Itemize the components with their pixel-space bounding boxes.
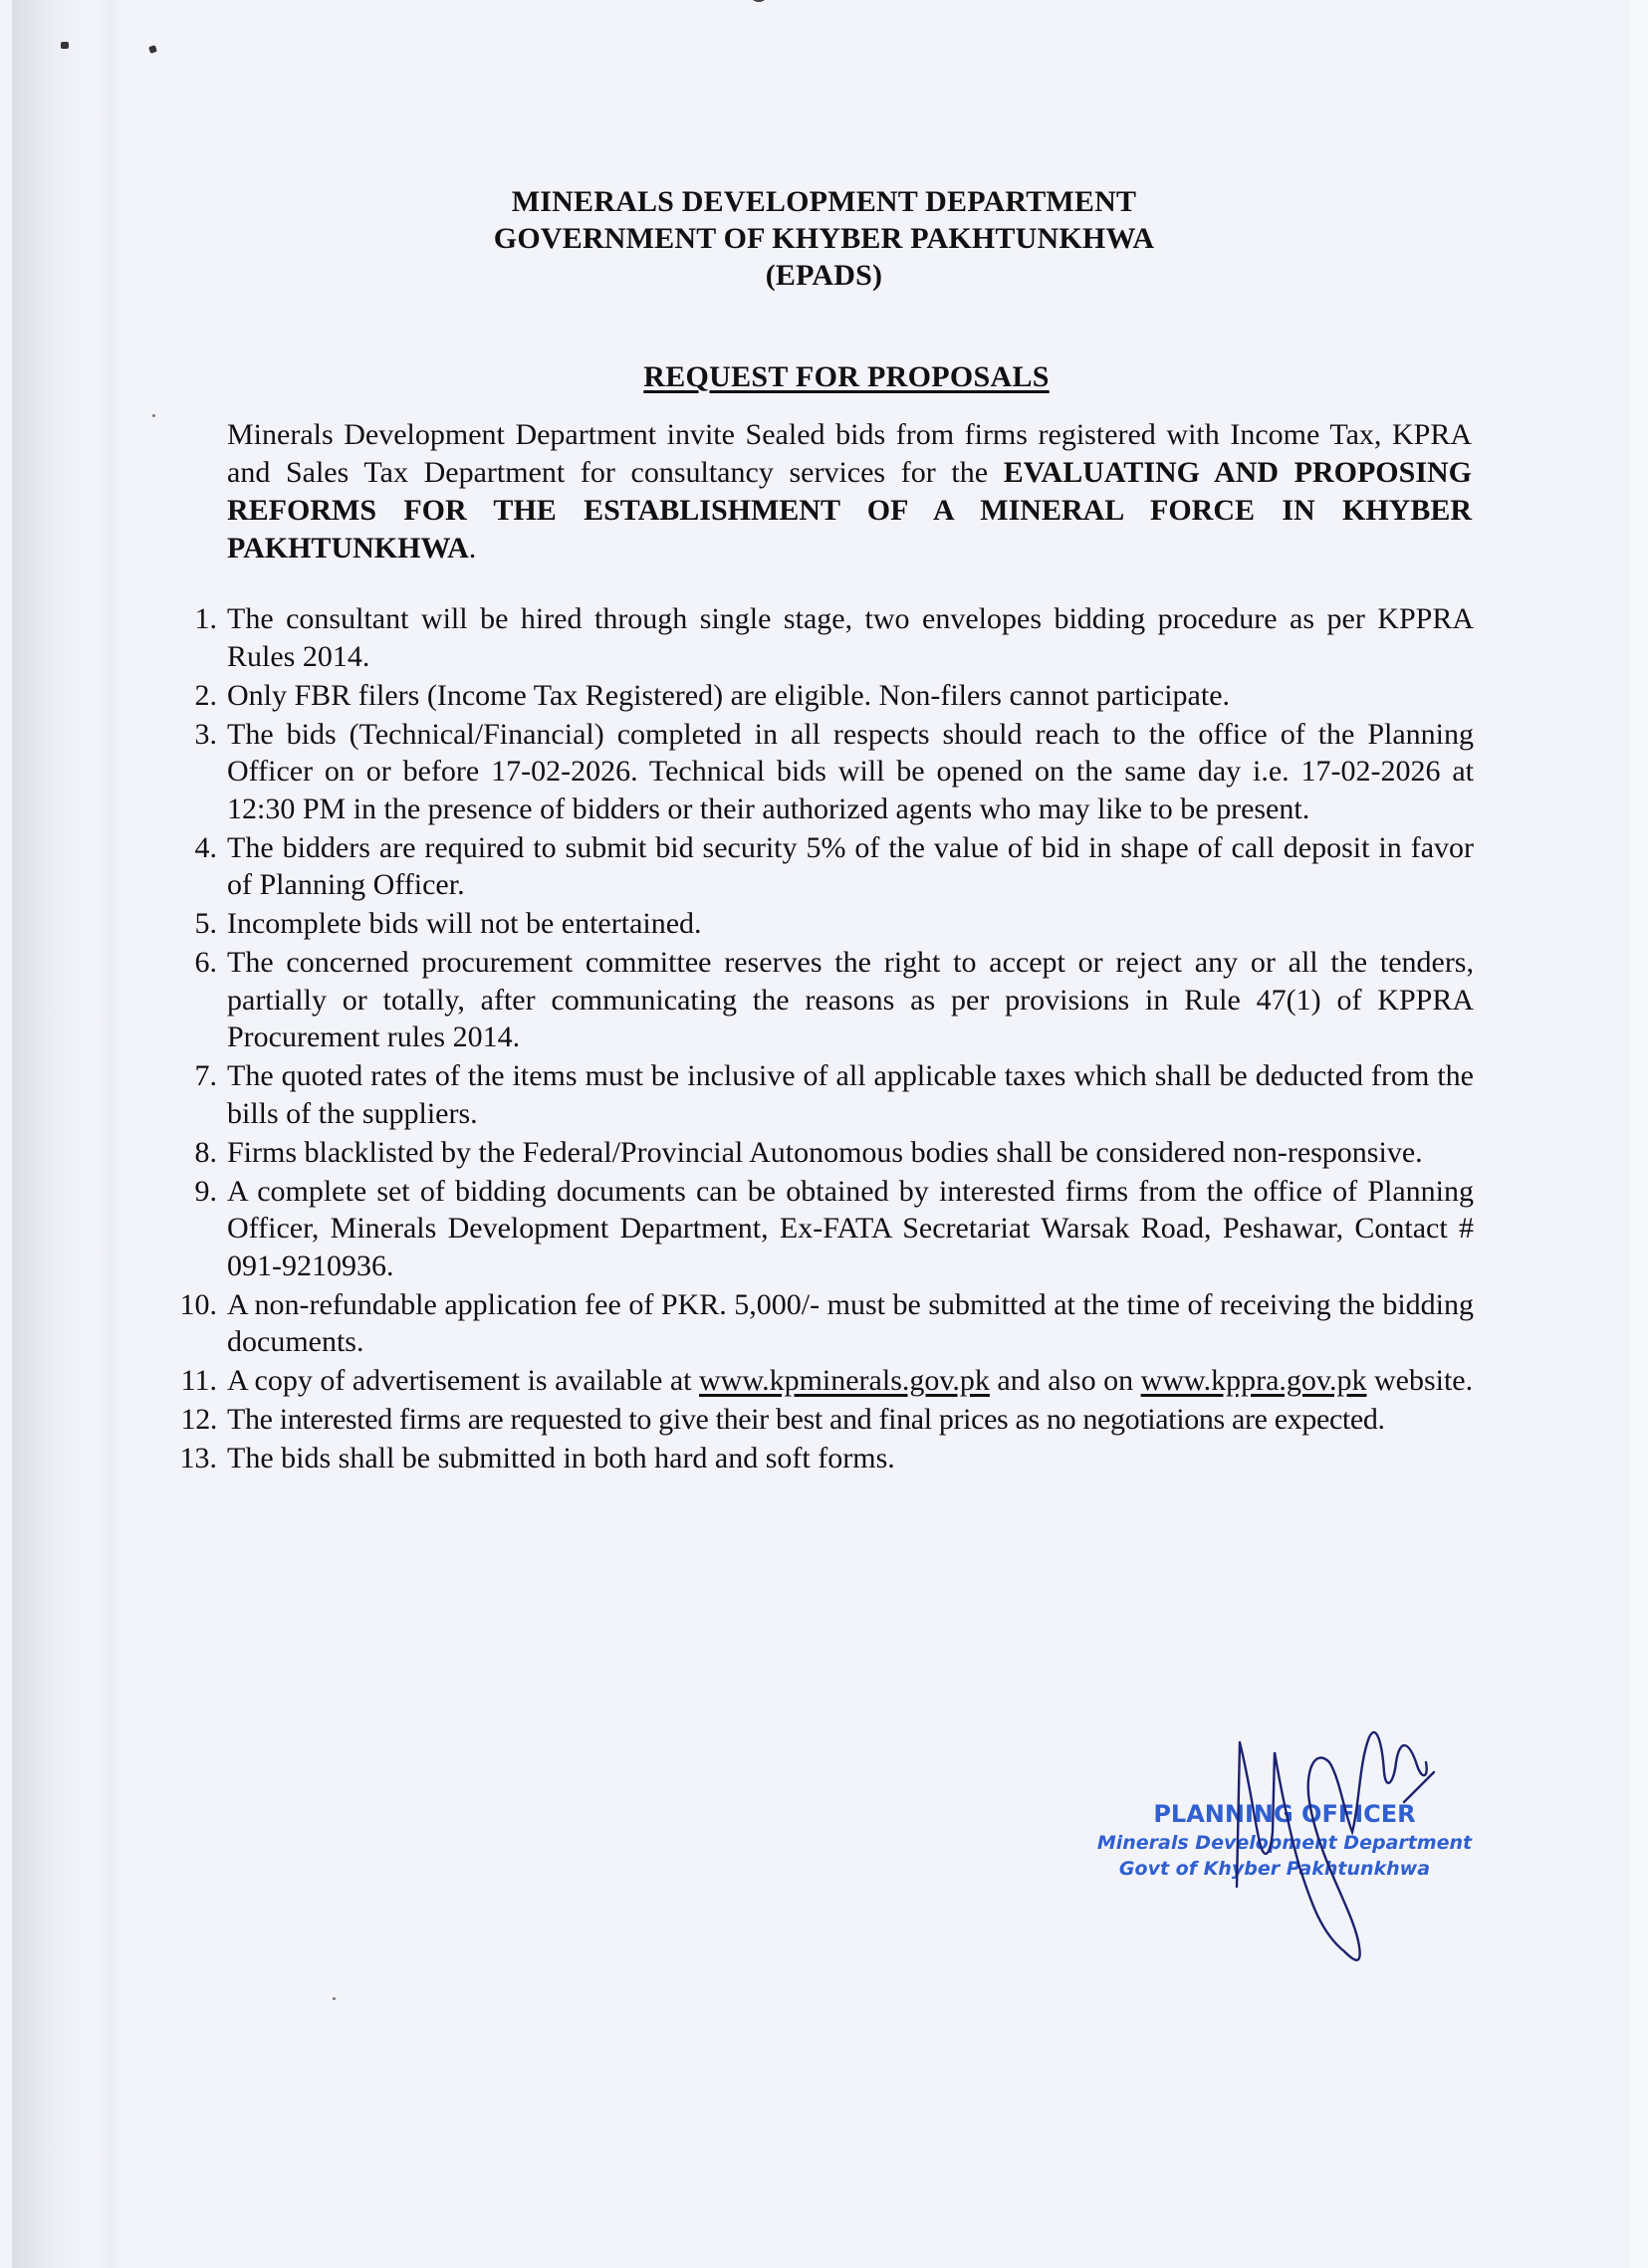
- scan-shadow: [12, 0, 82, 2268]
- signature-icon: [1105, 1683, 1504, 1981]
- item-text: A complete set of bidding documents can be obtained by interested firms from the office of Planning Officer, Minerals Development Department, Ex-FATA Secretariat Warsak Road, Peshawar, Contact # 091-9210936.: [227, 1174, 1474, 1282]
- item-text: Incomplete bids will not be entertained.: [227, 907, 702, 940]
- punch-mark: [148, 45, 157, 54]
- intro-end: .: [468, 532, 477, 565]
- department-name: MINERALS DEVELOPMENT DEPARTMENT: [511, 185, 1137, 218]
- list-item: [159, 677, 1474, 715]
- list-item: [159, 905, 1474, 943]
- list-item: [159, 1057, 1474, 1132]
- scan-shadow-secondary: [95, 0, 124, 2268]
- item-text: A copy of advertisement is available at: [227, 1364, 700, 1397]
- item-text: Firms blacklisted by the Federal/Provincial Autonomous bodies shall be considered non-responsive.: [227, 1135, 1423, 1169]
- punch-mark: [61, 42, 69, 49]
- item-number: 11.: [180, 1364, 217, 1397]
- item-text: The concerned procurement committee reserves the right to accept or reject any or all the tenders, partially or totally, after communicating the reasons as per provisions in Rule 47(1) of KPPRA Procurement rules 2014.: [227, 946, 1474, 1053]
- conditions-list: [159, 600, 1474, 1478]
- item-text: The consultant will be hired through single stage, two envelopes bidding procedure as per KPPRA Rules 2014.: [227, 602, 1474, 673]
- item-number: 3.: [194, 717, 217, 751]
- item-number: 1.: [194, 602, 217, 635]
- item-text: The bidders are required to submit bid security 5% of the value of bid in shape of call deposit in favor of Planning Officer.: [227, 830, 1474, 901]
- list-item: [159, 829, 1474, 904]
- item-text: A non-refundable application fee of PKR. 5,000/- must be submitted at the time of receiving the bidding documents.: [227, 1287, 1474, 1358]
- list-item: [159, 1286, 1474, 1361]
- speck: [152, 414, 155, 417]
- item-number: 2.: [194, 678, 217, 712]
- item-number: 13.: [179, 1442, 217, 1474]
- item-text: and also on: [989, 1364, 1141, 1397]
- signature-block: [1096, 1683, 1504, 1981]
- item-number: 7.: [194, 1059, 217, 1092]
- item-text: The bids shall be submitted in both hard and soft forms.: [227, 1442, 895, 1474]
- item-number: 5.: [194, 907, 217, 940]
- item-text: Only FBR filers (Income Tax Registered) are eligible. Non-filers cannot participate.: [227, 678, 1231, 712]
- list-item: [159, 1440, 1474, 1477]
- item-number: 8.: [194, 1135, 217, 1169]
- system-name: (EPADS): [765, 259, 883, 292]
- item-text: The interested firms are requested to give their best and final prices as no negotiations are expected.: [227, 1403, 1385, 1436]
- kppra-link[interactable]: www.kppra.gov.pk: [1140, 1364, 1367, 1397]
- list-item: [159, 600, 1474, 675]
- list-item: [159, 1134, 1474, 1172]
- list-item: [159, 1362, 1474, 1400]
- intro-paragraph: [227, 416, 1472, 567]
- item-number: 12.: [180, 1403, 217, 1436]
- punch-hole: [749, 0, 769, 2]
- item-number: 4.: [194, 830, 217, 864]
- list-item: [159, 1173, 1474, 1285]
- item-text: website.: [1366, 1364, 1474, 1397]
- item-text: The bids (Technical/Financial) completed in all respects should reach to the office of the Planning Officer on or before 17-02-2026. Technical bids will be opened on the same day i.e. 17-02-2026 at 12:30 PM in the presence of bidders or their authorized agents who may like to be present.: [227, 717, 1474, 825]
- stamp-department: Minerals Development Department: [1096, 1832, 1473, 1854]
- item-number: 6.: [194, 946, 217, 979]
- intro-text: Minerals Development Department invite Sealed bids from firms registered with Income Tax, KPRA and Sales Tax Department for consultancy services for the: [227, 418, 1472, 489]
- speck: [333, 1997, 336, 2000]
- list-item: [159, 944, 1474, 1056]
- document-header: [0, 183, 1648, 294]
- list-item: [159, 1401, 1474, 1439]
- list-item: [159, 716, 1474, 828]
- item-number: 9.: [194, 1174, 217, 1208]
- kpminerals-link[interactable]: www.kpminerals.gov.pk: [699, 1364, 990, 1397]
- stamp-title: PLANNING OFFICER: [1153, 1800, 1416, 1828]
- document-title: REQUEST FOR PROPOSALS: [643, 360, 1050, 393]
- page-right-edge: [1630, 0, 1648, 2268]
- government-name: GOVERNMENT OF KHYBER PAKHTUNKHWA: [493, 222, 1155, 255]
- item-text: The quoted rates of the items must be inclusive of all applicable taxes which shall be deducted from the bills of the suppliers.: [227, 1059, 1474, 1130]
- project-title: EVALUATING AND PROPOSING REFORMS FOR THE ESTABLISHMENT OF A MINERAL FORCE IN KHYBER PAKHTUNKHWA: [227, 456, 1472, 565]
- item-number: 10.: [179, 1287, 217, 1321]
- stamp-government: Govt of Khyber Pakhtunkhwa: [1118, 1858, 1431, 1880]
